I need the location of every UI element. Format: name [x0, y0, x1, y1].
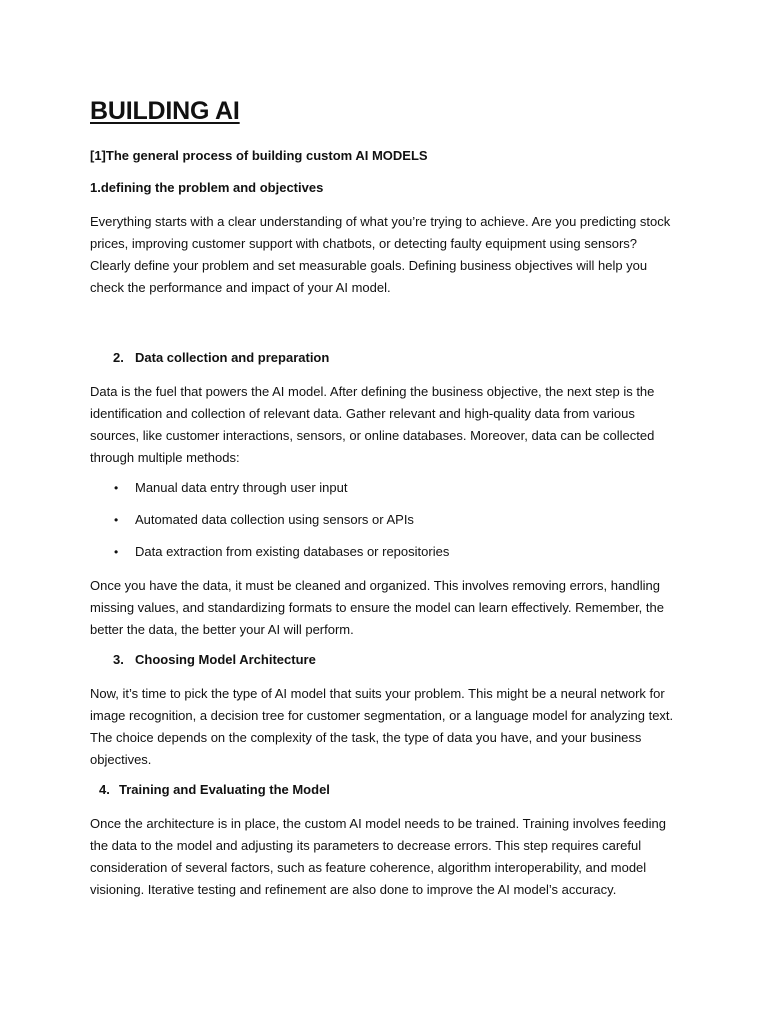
list-item — [90, 479, 680, 497]
section4-number: 4. — [99, 782, 110, 797]
list-item-text: Manual data entry through user input — [135, 480, 348, 495]
spacer — [90, 309, 680, 349]
document-page — [90, 95, 680, 911]
list-item-text: Automated data collection using sensors or APIs — [135, 512, 414, 527]
list-item — [90, 511, 680, 529]
section2-paragraph-1: Data is the fuel that powers the AI model. After defining the business objective, the next step is the identification and collection of relevant data. Gather relevant and high-quality data from various sources, like customer interactions, sensors, or online databases. Moreover, data can be collected through multiple methods: — [90, 384, 655, 465]
section1-heading: 1.defining the problem and objectives — [90, 180, 324, 195]
list-item — [90, 543, 680, 561]
intro-heading: [1]The general process of building custom AI MODELS — [90, 148, 428, 163]
bullet-icon: • — [114, 481, 119, 495]
bullet-icon: • — [114, 545, 119, 559]
bullet-list — [90, 479, 680, 561]
section2-number: 2. — [113, 350, 124, 365]
section1-paragraph: Everything starts with a clear understanding of what you’re trying to achieve. Are you predicting stock prices, improving customer support with chatbots, or detecting faulty equipment using sensors? Clearly define your problem and set measurable goals. Defining business objectives will help you check the performance and impact of your AI model. — [90, 214, 671, 295]
page-title: BUILDING AI — [90, 97, 240, 125]
list-item-text: Data extraction from existing databases or repositories — [135, 544, 450, 559]
section2-heading — [90, 349, 680, 367]
section2-heading-text: Data collection and preparation — [135, 350, 330, 365]
section3-number: 3. — [113, 652, 124, 667]
bullet-icon: • — [114, 513, 119, 527]
section2-paragraph-2: Once you have the data, it must be cleaned and organized. This involves removing errors, handling missing values, and standardizing formats to ensure the model can learn effectively. Remember, the better the data, the better your AI will perform. — [90, 578, 664, 637]
section3-heading — [90, 651, 680, 669]
section4-heading-text: Training and Evaluating the Model — [119, 782, 330, 797]
section4-heading — [90, 781, 680, 799]
section3-paragraph: Now, it’s time to pick the type of AI model that suits your problem. This might be a neural network for image recognition, a decision tree for customer segmentation, or a language model for analyzing text. The choice depends on the complexity of the task, the type of data you have, and your business objectives. — [90, 686, 674, 767]
section3-heading-text: Choosing Model Architecture — [135, 652, 316, 667]
section4-paragraph: Once the architecture is in place, the custom AI model needs to be trained. Training involves feeding the data to the model and adjusting its parameters to decrease errors. This step requires careful consideration of several factors, such as feature coherence, algorithm interoperability, and model visioning. Iterative testing and refinement are also done to improve the AI model’s accuracy. — [90, 816, 666, 897]
